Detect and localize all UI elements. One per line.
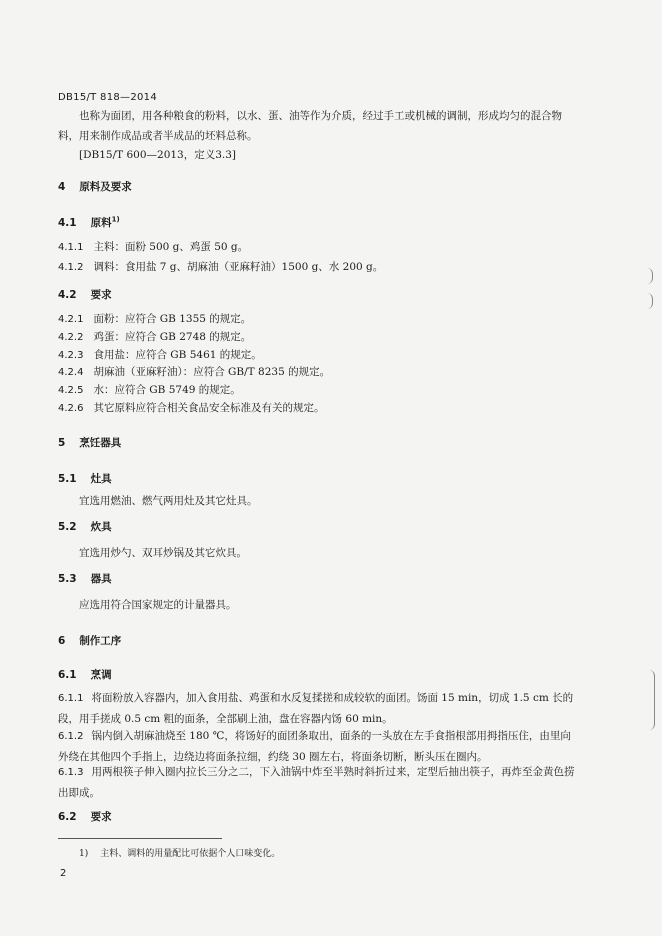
binding-mark — [648, 670, 655, 730]
clause-number: 4.1.2 — [58, 262, 84, 273]
section-number: 5.2 — [58, 521, 77, 533]
section-6-1-heading — [58, 668, 112, 682]
section-title: 要求 — [90, 811, 112, 823]
section-title: 要求 — [90, 289, 112, 301]
section-number: 4.1 — [58, 217, 77, 229]
binding-mark — [646, 268, 653, 284]
section-title: 制作工序 — [79, 635, 122, 647]
definition-paragraph: 也称为面团，用各种粮食的粉料，以水、蛋、油等作为介质，经过手工或机械的调制，形成均匀的混合物料，用来制作成品或者半成品的坯料总称。 — [58, 110, 562, 142]
footnote-marker: 1) — [79, 849, 89, 859]
definition-source: [DB15/T 600—2013，定义3.3] — [79, 149, 237, 161]
clause-number: 4.2.1 — [58, 314, 84, 325]
section-number: 5.3 — [58, 573, 77, 585]
section-number: 4.2 — [58, 289, 77, 301]
section-number: 5 — [58, 437, 66, 449]
clause-text: 其它原料应符合相关食品安全标准及有关的规定。 — [93, 402, 325, 414]
clause-text: 食用盐：应符合 GB 5461 的规定。 — [93, 349, 262, 361]
clause-text: 鸡蛋：应符合 GB 2748 的规定。 — [93, 331, 252, 343]
section-5-3-text: 应选用符合国家规定的计量器具。 — [79, 599, 237, 611]
clause-number: 6.1.1 — [58, 693, 84, 704]
section-title: 炊具 — [90, 521, 112, 533]
clause-text: 胡麻油（亚麻籽油）：应符合 GB/T 8235 的规定。 — [93, 366, 331, 378]
section-5-1-text: 宜选用燃油、燃气两用灶及其它灶具。 — [79, 495, 258, 507]
section-title: 原料及要求 — [79, 181, 132, 193]
clause-4-2-5 — [58, 383, 241, 398]
clause-4-2-6 — [58, 401, 324, 416]
section-number: 6 — [58, 635, 66, 647]
section-title: 烹饪器具 — [79, 437, 122, 449]
section-title: 原料 — [90, 217, 112, 229]
section-5-3-heading — [58, 572, 112, 586]
section-5-1-heading — [58, 472, 112, 486]
clause-number: 4.2.5 — [58, 385, 84, 396]
clause-text: 水：应符合 GB 5749 的规定。 — [93, 384, 241, 396]
clause-text: 主料：面粉 500 g、鸡蛋 50 g。 — [93, 241, 249, 253]
binding-mark — [646, 293, 653, 309]
clause-number: 6.1.2 — [58, 731, 84, 742]
clause-number: 4.2.4 — [58, 367, 84, 378]
clause-text: 用两根筷子伸入圈内拉长三分之二，下入油锅中炸至半熟时斜折过来，定型后抽出筷子，再炸至金黄色捞出即成。 — [58, 766, 575, 799]
clause-number: 4.2.6 — [58, 403, 84, 414]
clause-number: 4.2.3 — [58, 350, 84, 361]
section-5-2-text: 宜选用炒勺、双耳炒锅及其它炊具。 — [79, 547, 247, 559]
clause-6-1-1 — [58, 688, 578, 729]
footnote-text: 主料、调料的用量配比可依据个人口味变化。 — [100, 849, 281, 859]
clause-4-2-2 — [58, 330, 251, 345]
clause-number: 4.2.2 — [58, 332, 84, 343]
clause-text: 锅内倒入胡麻油烧至 180 ℃，将饧好的面团条取出，面条的一头放在左手食指根部用拇指压住，由里向外绕在其他四个手指上，边绕边将面条拉细，约绕 30 圈左右，将面条切断，断头压在圈内。 — [58, 730, 571, 763]
clause-4-2-1 — [58, 312, 251, 327]
clause-6-1-3 — [58, 762, 578, 803]
section-6-2-heading — [58, 810, 112, 824]
section-4-1-heading — [58, 216, 120, 230]
section-5-heading — [58, 436, 121, 450]
doc-code-header: DB15/T 818—2014 — [58, 92, 157, 103]
section-title: 器具 — [90, 573, 112, 585]
section-6-heading — [58, 634, 121, 648]
section-title: 灶具 — [90, 473, 112, 485]
section-number: 6.2 — [58, 811, 77, 823]
section-4-heading — [58, 180, 132, 194]
page-number: 2 — [60, 868, 67, 879]
section-5-2-heading — [58, 520, 112, 534]
clause-4-2-4 — [58, 365, 330, 380]
clause-4-2-3 — [58, 348, 262, 363]
footnote — [79, 848, 280, 860]
clause-number: 6.1.3 — [58, 767, 84, 778]
footnote-rule — [58, 838, 222, 839]
clause-text: 面粉：应符合 GB 1355 的规定。 — [93, 313, 252, 325]
clause-4-1-1 — [58, 240, 248, 255]
section-title: 烹调 — [90, 669, 112, 681]
clause-number: 4.1.1 — [58, 242, 84, 253]
clause-6-1-2 — [58, 726, 578, 767]
clause-4-1-2 — [58, 260, 383, 275]
section-number: 6.1 — [58, 669, 77, 681]
section-number: 4 — [58, 181, 66, 193]
clause-text: 将面粉放入容器内，加入食用盐、鸡蛋和水反复揉搓和成较软的面团。饧面 15 min，切成 1.5 cm 长的段，用手搓成 0.5 cm 粗的面条，全部刷上油，盘在容器内饧 60 min。 — [58, 692, 574, 725]
section-number: 5.1 — [58, 473, 77, 485]
section-4-2-heading — [58, 288, 112, 302]
clause-text: 调料：食用盐 7 g、胡麻油（亚麻籽油）1500 g、水 200 g。 — [93, 261, 384, 273]
footnote-marker: 1) — [111, 215, 120, 224]
